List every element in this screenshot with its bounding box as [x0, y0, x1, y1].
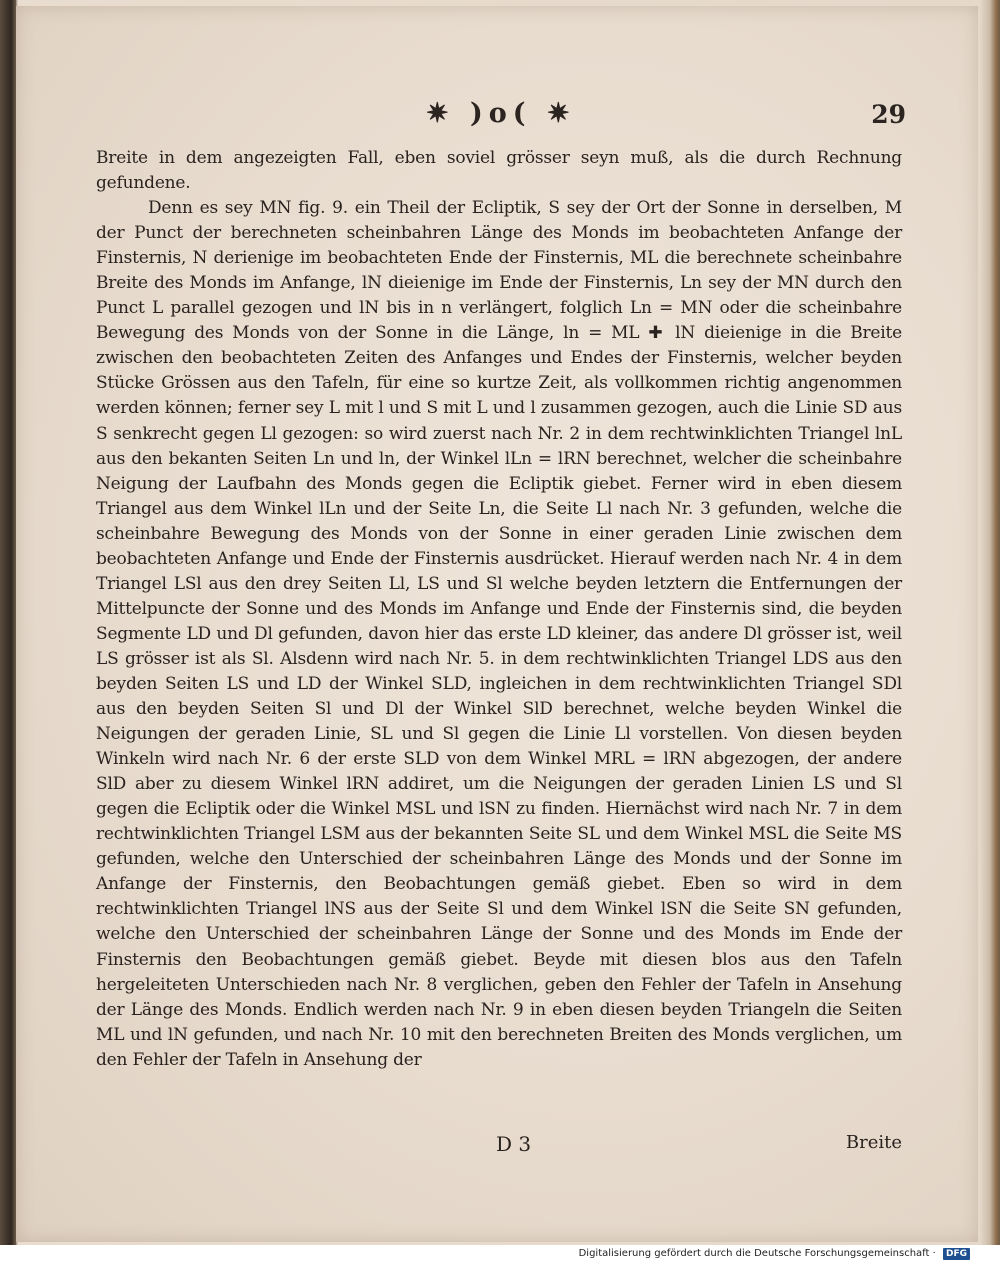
page-header — [16, 98, 978, 138]
dfg-logo-icon: DFG — [943, 1248, 970, 1260]
credit-text: Digitalisierung gefördert durch die Deutsche Forschungsgemeinschaft · — [578, 1248, 936, 1259]
credit-strip — [0, 1245, 1000, 1265]
catchword: Breite — [845, 1132, 902, 1153]
paragraph-continuation: Breite in dem angezeigten Fall, eben soviel grösser seyn muß, als die durch Rechnung gefundene. — [96, 148, 902, 194]
signature-mark: D 3 — [496, 1132, 532, 1156]
page-number: 29 — [871, 100, 906, 129]
body-text — [96, 146, 902, 1073]
running-head-ornament: ✷ )o( ✷ — [426, 98, 576, 129]
book-spine — [0, 0, 16, 1245]
digitization-credit — [579, 1248, 970, 1260]
paragraph-main: Denn es sey MN fig. 9. ein Theil der Ecliptik, S sey der Ort der Sonne in derselben, M der Punct der berechneten scheinbahren Länge des Monds im beobachteten Anfange der Finsternis, N derienige im beobachteten Ende der Finsternis, ML die berechnete scheinbahre Breite des Monds im Anfange, lN dieienige im Ende der Finsternis, Ln sey der MN durch den Punct L parallel gezogen und lN bis in n verlängert, folglich Ln = MN oder die scheinbahre Bewegung des Monds von der Sonne in die Länge, ln = ML ✚ lN dieienige in die Breite zwischen den beobachteten Zeiten des Anfanges und Endes der Finsternis, welcher beyden Stücke Grössen aus den Tafeln, für eine so kurtze Zeit, als vollkommen richtig angenommen werden können; ferner sey L mit l und S mit L und l zusammen gezogen, auch die Linie SD aus S senkrecht gegen Ll gezogen: so wird zuerst nach Nr. 2 in dem rechtwinklichten Triangel lnL aus den bekanten Seiten Ln und ln, der Winkel lLn = lRN berechnet, welcher die scheinbahre Neigung der Laufbahn des Monds gegen die Ecliptik giebet. Ferner wird in eben diesem Triangel aus dem Winkel lLn und der Seite Ln, die Seite Ll nach Nr. 3 gefunden, welche die scheinbahre Bewegung des Monds von der Sonne in einer geraden Linie zwischen dem beobachteten Anfange und Ende der Finsternis ausdrücket. Hierauf werden nach Nr. 4 in dem Triangel LSl aus den drey Seiten Ll, LS und Sl welche beyden letztern die Entfernungen der Mittelpuncte der Sonne und des Monds im Anfange und Ende der Finsternis sind, die beyden Segmente LD und Dl gefunden, davon hier das erste LD kleiner, das andere Dl grösser ist, weil LS grösser ist als Sl. Alsdenn wird nach Nr. 5. in dem rechtwinklichten Triangel LDS aus den beyden Seiten LS und LD der Winkel SLD, ingleichen in dem rechtwinklichten Triangel SDl aus den beyden Seiten Sl und Dl der Winkel SlD berechnet, welche beyden Winkel die Neigungen der geraden Linie, SL und Sl gegen die Linie Ll vorstellen. Von diesen beyden Winkeln wird nach Nr. 6 der erste SLD von dem Winkel MRL = lRN abgezogen, der andere SlD aber zu diesem Winkel lRN addiret, um die Neigungen der geraden Linien LS und Sl gegen die Ecliptik oder die Winkel MSL und lSN zu finden. Hiernächst wird nach Nr. 7 in dem rechtwinklichten Triangel LSM aus der bekannten Seite SL und dem Winkel MSL die Seite MS gefunden, welche den Unterschied der scheinbahren Länge des Monds und der Sonne im Anfange der Finsternis, den Beobachtungen gemäß giebet. Eben so wird in dem rechtwinklichten Triangel lNS aus der Seite Sl und dem Winkel lSN die Seite SN gefunden, welche den Unterschied der scheinbahren Länge der Sonne und des Monds im Ende der Finsternis den Beobachtungen gemäß giebet. Beyde mit diesen blos aus den Tafeln hergeleiteten Unterschieden nach Nr. 8 verglichen, geben den Fehler der Tafeln in Ansehung der Länge des Monds. Endlich werden nach Nr. 9 in eben diesen beyden Triangeln die Seiten ML und lN gefunden, und nach Nr. 10 mit den berechneten Breiten des Monds verglichen, um den Fehler der Tafeln in Ansehung der — [96, 198, 902, 1070]
page-footer — [96, 1132, 902, 1160]
